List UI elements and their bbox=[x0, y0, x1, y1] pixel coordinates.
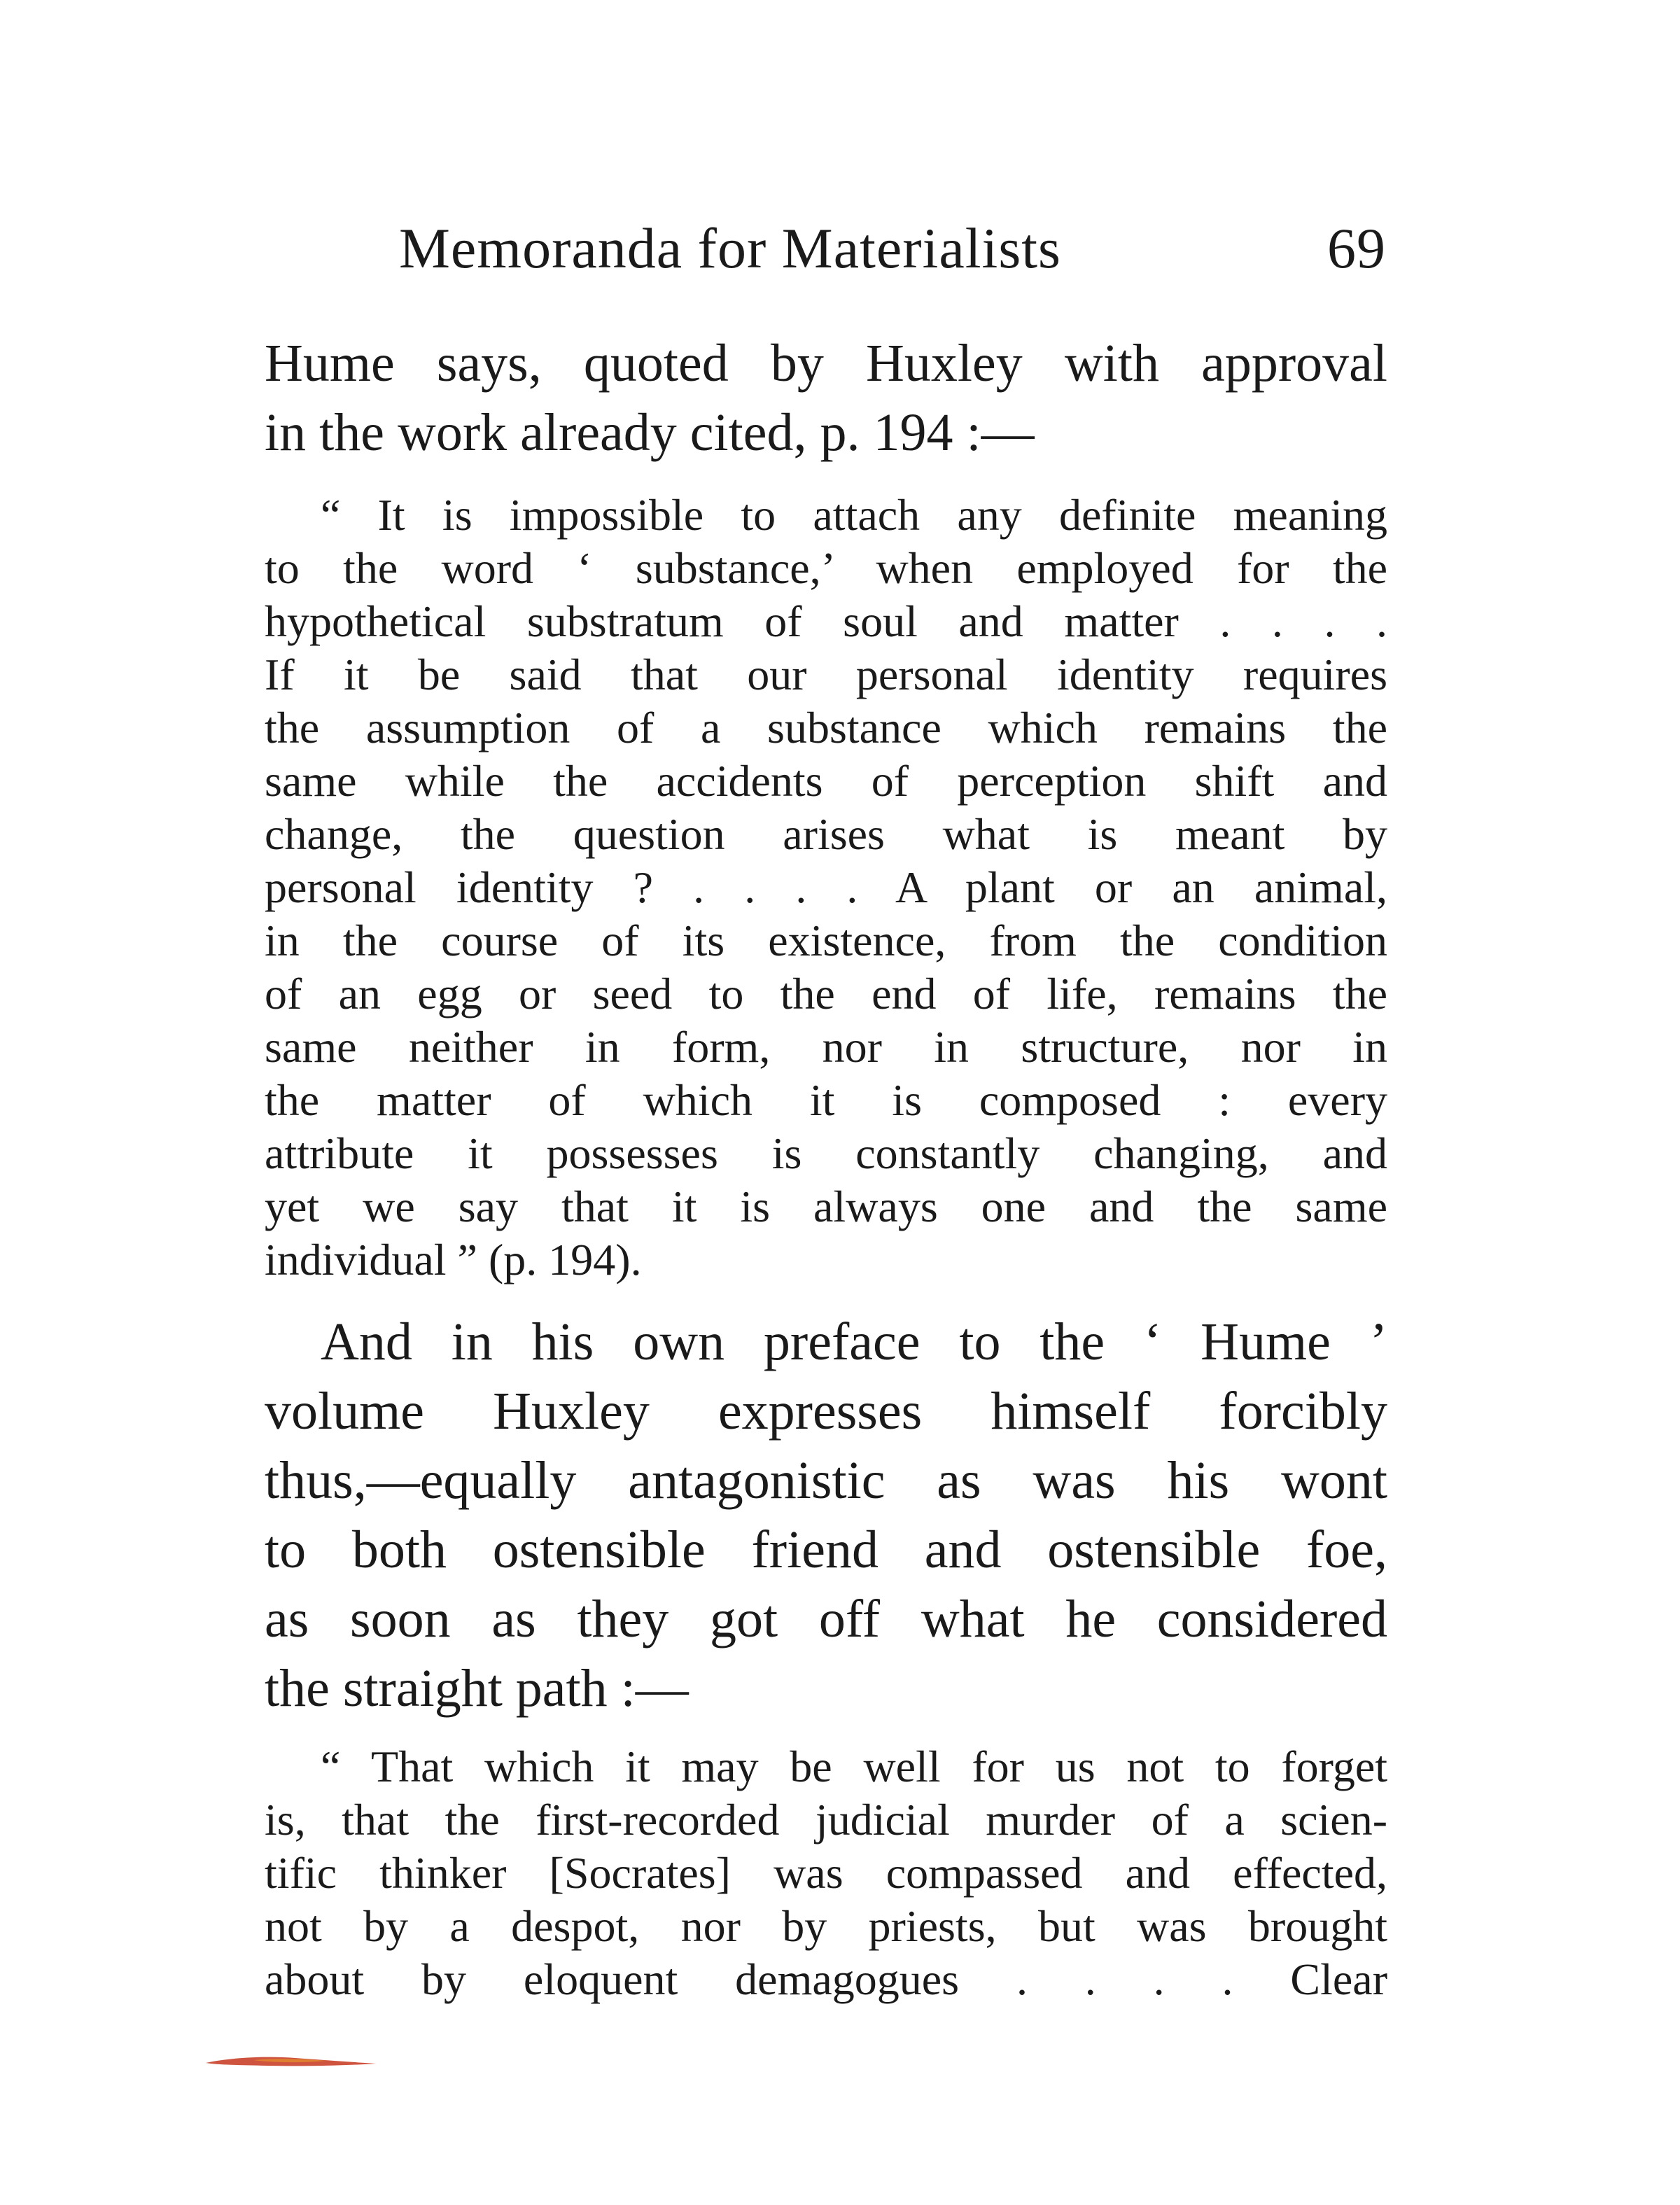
scan-smudge-mark bbox=[204, 2054, 379, 2068]
quote-line: not by a despot, nor by priests, but was brought bbox=[265, 1901, 1387, 1951]
paragraph-line: to both ostensible friend and ostensible foe, bbox=[265, 1520, 1387, 1579]
paragraph-huxley-preface bbox=[265, 1308, 1387, 1723]
quote-line: tific thinker [Socrates] was compassed and effected, bbox=[265, 1848, 1387, 1898]
quote-line: the matter of which it is composed : every bbox=[265, 1075, 1387, 1125]
page-number: 69 bbox=[1327, 216, 1386, 280]
page-header bbox=[399, 206, 1386, 290]
block-quote-huxley bbox=[265, 1740, 1387, 2006]
paragraph-line: volume Huxley expresses himself forcibly bbox=[265, 1382, 1387, 1441]
paragraph-line: And in his own preface to the ‘ Hume ’ bbox=[321, 1312, 1387, 1371]
quote-line: yet we say that it is always one and the same bbox=[265, 1182, 1387, 1231]
paragraph-line: the straight path :— bbox=[265, 1659, 689, 1718]
quote-line: the assumption of a substance which remains the bbox=[265, 703, 1387, 752]
quote-line: same while the accidents of perception shift and bbox=[265, 756, 1387, 806]
quote-line: If it be said that our personal identity requires bbox=[265, 650, 1387, 699]
quote-line: same neither in form, nor in structure, nor in bbox=[265, 1022, 1387, 1072]
quote-line: attribute it possesses is constantly changing, and bbox=[265, 1128, 1387, 1178]
quote-line: “ It is impossible to attach any definite meaning bbox=[321, 490, 1387, 540]
running-head: Memoranda for Materialists bbox=[399, 216, 1061, 280]
quote-line: of an egg or seed to the end of life, remains the bbox=[265, 969, 1387, 1018]
paragraph-line: in the work already cited, p. 194 :— bbox=[265, 403, 1035, 462]
block-quote-hume bbox=[265, 489, 1387, 1287]
quote-line: about by eloquent demagogues . . . . Clear bbox=[265, 1954, 1387, 2004]
quote-line: individual ” (p. 194). bbox=[265, 1235, 642, 1284]
quote-line: change, the question arises what is meant by bbox=[265, 809, 1387, 859]
paragraph-line: as soon as they got off what he considered bbox=[265, 1590, 1387, 1648]
paragraph-hume-intro bbox=[265, 329, 1387, 468]
paragraph-line: Hume says, quoted by Huxley with approval bbox=[265, 334, 1387, 393]
quote-line: hypothetical substratum of soul and matter . . . . bbox=[265, 596, 1387, 646]
quote-line: “ That which it may be well for us not to forget bbox=[321, 1742, 1387, 1791]
quote-line: to the word ‘ substance,’ when employed for the bbox=[265, 543, 1387, 593]
quote-line: personal identity ? . . . . A plant or an animal, bbox=[265, 862, 1387, 912]
quote-line: is, that the first-recorded judicial murder of a scien- bbox=[265, 1795, 1387, 1844]
quote-line: in the course of its existence, from the condition bbox=[265, 916, 1387, 965]
paragraph-line: thus,—equally antagonistic as was his wont bbox=[265, 1451, 1387, 1510]
